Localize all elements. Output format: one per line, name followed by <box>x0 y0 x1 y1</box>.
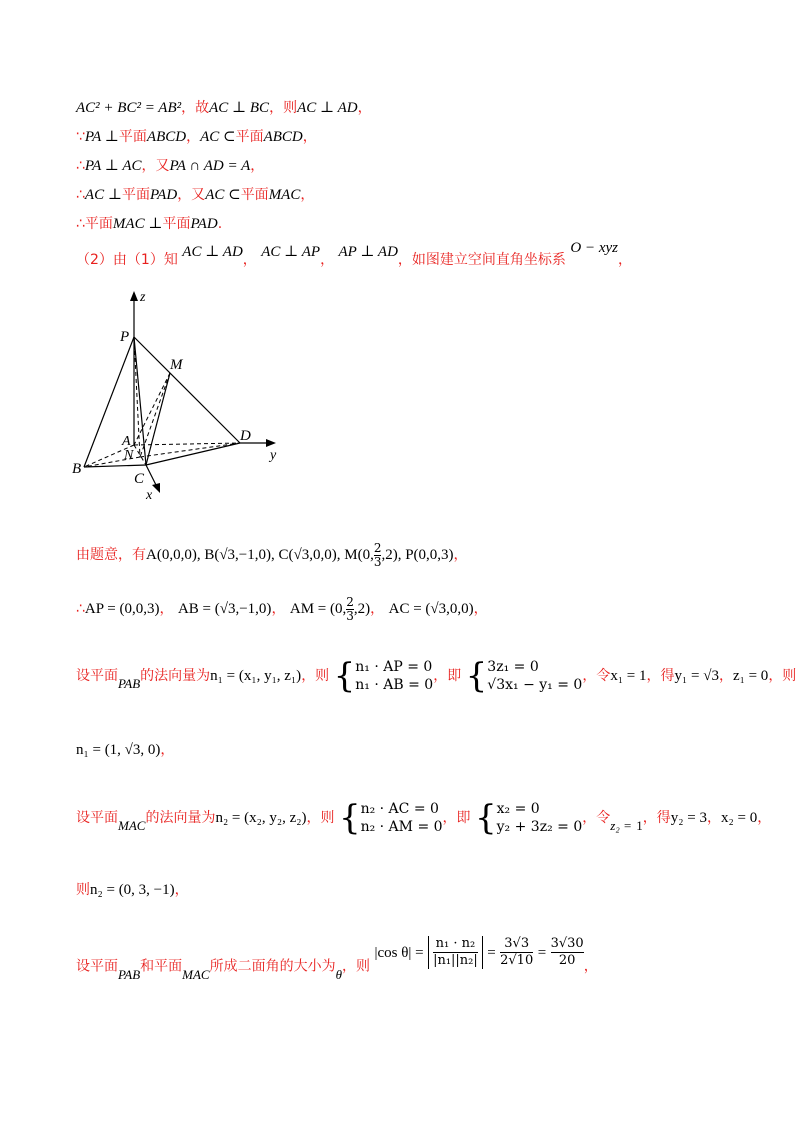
line-7: 由题意，有A(0,0,0), B(√3,−1,0), C(√3,0,0), M(0, $\frac{2}{3}$ ,2), P(0,0,3)， <box>76 540 468 569</box>
line-8: ∴AP = (0,0,3)， AB = (√3,−1,0)， AM = (0, $\frac{2}{3}$ ,2)， AC = (√3,0,0)， <box>76 594 488 623</box>
line-12: 则n₂ = (0, 3, −1)， <box>76 882 189 898</box>
label-B: B <box>72 461 82 477</box>
vector-AB: AB = (√3,−1,0) <box>177 601 272 617</box>
line-6: （2）由（1）知 AC ⊥ AD， AC ⊥ AP， AP ⊥ AD，如图建立空间直角坐标系 O − xyz， <box>76 240 632 268</box>
label-D: D <box>240 428 251 444</box>
line-3: ∴PA ⊥ AC，又PA ∩ AD = A， <box>76 158 265 174</box>
label-x: x <box>146 488 153 503</box>
label-N: N <box>124 448 134 463</box>
axis-y-arrow <box>266 439 276 447</box>
label-y: y <box>270 448 277 463</box>
system-4: x₂ = 0 y₂ + 3z₂ = 0 <box>496 801 583 835</box>
system-2: 3z₁ = 0 √3x₁ − y₁ = 0 <box>487 659 583 693</box>
edge-AD <box>134 443 240 445</box>
line-13: 设平面PAB和平面MAC所成二面角的大小为θ，则 |cos θ| = $\frac{\text{n₁ · n₂}}{\text{|n₁||n₂|}}$ = $\frac{3√3}{2√10}$ = $\frac{3√30}{20}$ ， <box>76 936 598 982</box>
line-1: AC² + BC² = AB²，故AC ⊥ BC，则AC ⊥ AD， <box>76 100 372 116</box>
geometry-figure <box>60 285 280 505</box>
label-C: C <box>134 471 145 487</box>
line-10: n₁ = (1, √3, 0)， <box>76 742 175 758</box>
edge-PD <box>134 337 240 443</box>
edge-BC <box>84 465 146 467</box>
system-1: n₁ · AP = 0 n₁ · AB = 0 <box>355 659 434 693</box>
vector-AC: AC = (√3,0,0) <box>388 601 474 617</box>
line-2: ∵PA ⊥平面ABCD，AC ⊂平面ABCD， <box>76 129 317 145</box>
axis-z-arrow <box>130 291 138 301</box>
edge-MC <box>146 373 170 465</box>
label-A: A <box>122 434 131 449</box>
vector-AP: AP = (0,0,3) <box>84 601 160 617</box>
axis-x-arrow <box>152 483 160 493</box>
line-11: 设平面MAC的法向量为n₂ = (x₂, y₂, z₂)，则 { n₂ · AC = 0 n₂ · AM = 0 ，即 { x₂ = 0 y₂ + 3z₂ = 0 ，令z₂ = 1，得y₂ = 3，x₂ = 0， <box>76 798 772 838</box>
line-5: ∴平面MAC ⊥平面PAD. <box>76 216 223 232</box>
label-P: P <box>120 329 130 345</box>
line-4: ∴AC ⊥平面PAD，又AC ⊂平面MAC， <box>76 187 315 203</box>
edge-CD <box>146 443 240 465</box>
edge-MA <box>134 373 170 445</box>
line-9: 设平面PAB的法向量为n₁ = (x₁, y₁, z₁)，则 { n₁ · AP = 0 n₁ · AB = 0 ，即 { 3z₁ = 0 √3x₁ − y₁ = 0 ，令x₁ = 1，得y₁ = √3，z₁ = 0，则 <box>76 656 797 696</box>
label-z: z <box>140 290 146 305</box>
system-3: n₂ · AC = 0 n₂ · AM = 0 <box>360 801 443 835</box>
abs-fraction: $\frac{\text{n₁ · n₂}}{\text{|n₁||n₂|}}$ <box>428 936 483 969</box>
label-M: M <box>170 357 183 373</box>
